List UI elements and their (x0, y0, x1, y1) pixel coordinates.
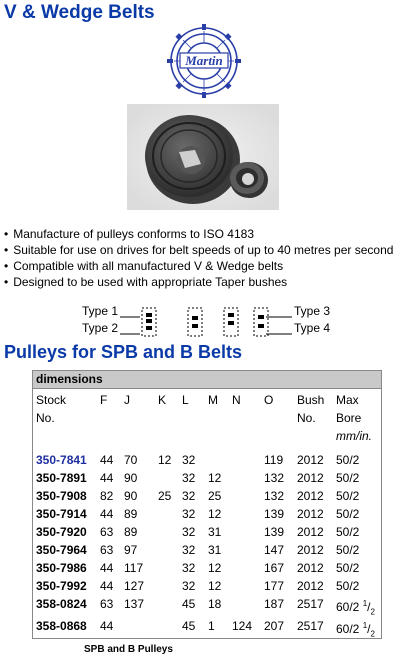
col-stock: Stock (36, 393, 67, 407)
cell-bush: 2012 (297, 489, 324, 503)
cell-j: 117 (124, 561, 144, 575)
col-bush: Bush (297, 393, 325, 407)
cell-l: 32 (182, 543, 196, 557)
col-j: J (124, 393, 130, 407)
section-title: Pulleys for SPB and B Belts (4, 342, 243, 362)
cell-n: 124 (232, 619, 253, 633)
col-bush-no: No. (297, 411, 316, 425)
cell-stock[interactable]: 350-7841 (36, 453, 87, 467)
cell-stock: 358-0824 (36, 597, 87, 611)
cell-o: 139 (264, 525, 285, 539)
table-row (33, 487, 381, 505)
cell-l: 32 (182, 471, 196, 485)
figure-caption: SPB and B Pulleys (84, 644, 173, 655)
logo-text: Martin (185, 53, 223, 68)
cell-o: 139 (264, 507, 285, 521)
cell-stock: 350-7986 (36, 561, 87, 575)
pulley-types-diagram (76, 304, 336, 340)
cell-bore: 60/2 $^1/_2$ (336, 621, 375, 639)
table-header: dimensions (33, 371, 381, 389)
cell-stock: 350-7920 (36, 525, 87, 539)
cell-f: 63 (100, 597, 114, 611)
cell-l: 45 (182, 597, 196, 611)
cell-o: 187 (264, 597, 285, 611)
cell-o: 207 (264, 619, 285, 633)
cell-l: 32 (182, 507, 196, 521)
cell-f: 63 (100, 525, 114, 539)
list-item: • Suitable for use on drives for belt speeds of up to 40 metres per second (4, 242, 393, 258)
cell-bore: 50/2 (336, 453, 360, 467)
cell-l: 32 (182, 453, 196, 467)
cell-bush: 2012 (297, 507, 324, 521)
cell-bore: 50/2 (336, 525, 360, 539)
table-row (33, 577, 381, 595)
cell-stock: 350-7992 (36, 579, 87, 593)
cell-stock: 350-7891 (36, 471, 87, 485)
cell-j: 89 (124, 525, 138, 539)
table-row (33, 595, 381, 617)
cell-m: 31 (208, 525, 222, 539)
cell-bush: 2012 (297, 561, 324, 575)
cell-bush: 2517 (297, 597, 324, 611)
cell-l: 32 (182, 525, 196, 539)
cell-bore: 60/2 $^1/_2$ (336, 599, 375, 617)
cell-o: 167 (264, 561, 285, 575)
cell-l: 32 (182, 561, 196, 575)
cell-f: 44 (100, 619, 114, 633)
col-n: N (232, 393, 241, 407)
cell-o: 177 (264, 579, 285, 593)
cell-o: 147 (264, 543, 285, 557)
fraction-denominator: 2 (370, 629, 375, 639)
cell-o: 119 (264, 453, 284, 467)
type-profiles-svg (76, 304, 336, 340)
cell-j: 90 (124, 471, 138, 485)
table-row (33, 469, 381, 487)
cell-l: 32 (182, 489, 196, 503)
cell-bore: 50/2 (336, 579, 360, 593)
table-row (33, 505, 381, 523)
list-item: • Manufacture of pulleys conforms to ISO 4183 (4, 226, 393, 242)
cell-stock: 350-7908 (36, 489, 87, 503)
cell-m: 1 (208, 619, 215, 633)
page-title: V & Wedge Belts (4, 2, 155, 23)
fraction-numerator: 1 (362, 599, 368, 608)
cell-j: 70 (124, 453, 138, 467)
cell-bush: 2012 (297, 453, 324, 467)
cell-bush: 2517 (297, 619, 324, 633)
cell-f: 82 (100, 489, 114, 503)
cell-f: 44 (100, 507, 114, 521)
dimensions-table (32, 370, 382, 639)
cell-bush: 2012 (297, 525, 324, 539)
col-stock-no: No. (36, 411, 55, 425)
col-bore-units: mm/in. (336, 429, 372, 443)
feature-list (4, 226, 393, 290)
cell-f: 44 (100, 471, 114, 485)
cell-m: 12 (208, 507, 222, 521)
col-l: L (182, 393, 189, 407)
cell-bore: 50/2 (336, 507, 360, 521)
cell-m: 18 (208, 597, 222, 611)
cell-bore: 50/2 (336, 489, 360, 503)
cell-bore: 50/2 (336, 543, 360, 557)
cell-j: 90 (124, 489, 138, 503)
cell-stock: 358-0868 (36, 619, 87, 633)
cell-m: 25 (208, 489, 222, 503)
cell-j: 137 (124, 597, 145, 611)
cell-bush: 2012 (297, 579, 324, 593)
column-headers (33, 389, 381, 451)
martin-gear-logo (166, 23, 242, 99)
cell-l: 45 (182, 619, 196, 633)
table-row[interactable] (33, 451, 381, 469)
cell-o: 132 (264, 471, 285, 485)
cell-bore: 50/2 (336, 561, 360, 575)
cell-bush: 2012 (297, 543, 324, 557)
cell-bush: 2012 (297, 471, 324, 485)
table-row (33, 523, 381, 541)
cell-bore: 50/2 (336, 471, 360, 485)
col-k: K (158, 393, 167, 407)
fraction-numerator: 1 (362, 621, 368, 630)
cell-m: 12 (208, 579, 222, 593)
cell-j: 89 (124, 507, 138, 521)
list-item: • Designed to be used with appropriate Taper bushes (4, 274, 393, 290)
table-row (33, 617, 381, 639)
table-row (33, 541, 381, 559)
pulley-photo (127, 104, 279, 210)
cell-m: 31 (208, 543, 222, 557)
cell-stock: 350-7914 (36, 507, 87, 521)
table-row (33, 559, 381, 577)
cell-j: 97 (124, 543, 138, 557)
type-4-label: Type 4 (294, 321, 331, 335)
fraction-denominator: 2 (370, 607, 375, 617)
cell-stock: 350-7964 (36, 543, 87, 557)
col-m: M (208, 393, 218, 407)
col-f: F (100, 393, 108, 407)
col-max: Max (336, 393, 359, 407)
cell-f: 44 (100, 579, 114, 593)
cell-l: 32 (182, 579, 196, 593)
list-item: • Compatible with all manufactured V & Wedge belts (4, 258, 393, 274)
type-1-label: Type 1 (82, 304, 119, 318)
cell-f: 44 (100, 453, 114, 467)
cell-f: 44 (100, 561, 114, 575)
col-bore: Bore (336, 411, 362, 425)
cell-m: 12 (208, 471, 222, 485)
type-3-label: Type 3 (294, 304, 331, 318)
cell-k: 25 (158, 489, 172, 503)
col-o: O (264, 393, 274, 407)
cell-k: 12 (158, 453, 172, 467)
type-2-label: Type 2 (82, 321, 119, 335)
cell-o: 132 (264, 489, 285, 503)
cell-m: 12 (208, 561, 222, 575)
cell-j: 127 (124, 579, 145, 593)
cell-f: 63 (100, 543, 114, 557)
